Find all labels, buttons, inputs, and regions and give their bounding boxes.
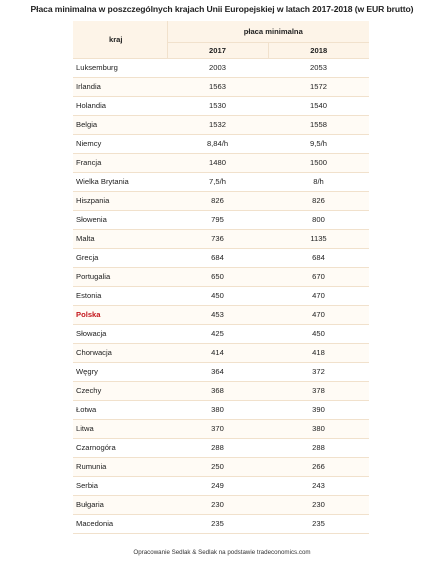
- country-cell: Polska: [73, 306, 167, 325]
- table-row: [73, 458, 369, 477]
- wage-2018-cell: 378: [268, 382, 369, 401]
- source-note: Opracowanie Sedlak & Sedlak na podstawie tradeconomics.com: [133, 549, 311, 556]
- table-row: [73, 192, 369, 211]
- wage-2017-cell: 1563: [167, 78, 268, 97]
- wage-2017-cell: 1480: [167, 154, 268, 173]
- wage-2017-cell: 7,5/h: [167, 173, 268, 192]
- wage-2017-cell: 235: [167, 515, 268, 534]
- table-row: [73, 306, 369, 325]
- wage-2018-cell: 235: [268, 515, 369, 534]
- wage-2017-cell: 8,84/h: [167, 135, 268, 154]
- wage-2018-cell: 372: [268, 363, 369, 382]
- wage-2017-cell: 826: [167, 192, 268, 211]
- table-row: [73, 496, 369, 515]
- country-cell: Serbia: [73, 477, 167, 496]
- minimum-wage-table: [73, 21, 369, 534]
- wage-2017-cell: 368: [167, 382, 268, 401]
- page-title: Płaca minimalna w poszczególnych krajach Unii Europejskiej w latach 2017-2018 (w EUR brutto): [30, 4, 414, 14]
- table-row: [73, 344, 369, 363]
- wage-2018-cell: 418: [268, 344, 369, 363]
- wage-2017-cell: 425: [167, 325, 268, 344]
- wage-2017-cell: 795: [167, 211, 268, 230]
- wage-2017-cell: 380: [167, 401, 268, 420]
- year-2018-header: 2018: [268, 43, 369, 59]
- table-row: [73, 135, 369, 154]
- country-cell: Holandia: [73, 97, 167, 116]
- wage-2018-cell: 470: [268, 287, 369, 306]
- country-cell: Estonia: [73, 287, 167, 306]
- wage-2018-cell: 1572: [268, 78, 369, 97]
- country-cell: Macedonia: [73, 515, 167, 534]
- wage-2018-cell: 800: [268, 211, 369, 230]
- table-body: [73, 59, 369, 534]
- wage-2018-cell: 684: [268, 249, 369, 268]
- table-row: [73, 515, 369, 534]
- table-row: [73, 287, 369, 306]
- country-cell: Belgia: [73, 116, 167, 135]
- table-row: [73, 211, 369, 230]
- table-row: [73, 477, 369, 496]
- country-cell: Bułgaria: [73, 496, 167, 515]
- wage-2017-cell: 230: [167, 496, 268, 515]
- country-column-header: kraj: [73, 21, 167, 59]
- country-cell: Grecja: [73, 249, 167, 268]
- country-cell: Francja: [73, 154, 167, 173]
- country-cell: Słowacja: [73, 325, 167, 344]
- country-cell: Malta: [73, 230, 167, 249]
- country-cell: Portugalia: [73, 268, 167, 287]
- table-row: [73, 268, 369, 287]
- wage-2018-cell: 470: [268, 306, 369, 325]
- wage-2018-cell: 1135: [268, 230, 369, 249]
- table-row: [73, 249, 369, 268]
- table-row: [73, 382, 369, 401]
- country-cell: Węgry: [73, 363, 167, 382]
- table-row: [73, 78, 369, 97]
- table-row: [73, 154, 369, 173]
- table-row: [73, 439, 369, 458]
- table-row: [73, 230, 369, 249]
- wage-2017-cell: 2003: [167, 59, 268, 78]
- wage-2017-cell: 370: [167, 420, 268, 439]
- wage-2018-cell: 380: [268, 420, 369, 439]
- wage-2018-cell: 2053: [268, 59, 369, 78]
- country-cell: Litwa: [73, 420, 167, 439]
- country-cell: Wielka Brytania: [73, 173, 167, 192]
- minimum-wage-group-header: płaca minimalna: [167, 21, 369, 43]
- wage-2017-cell: 414: [167, 344, 268, 363]
- country-cell: Czarnogóra: [73, 439, 167, 458]
- wage-2018-cell: 266: [268, 458, 369, 477]
- country-cell: Czechy: [73, 382, 167, 401]
- wage-2017-cell: 250: [167, 458, 268, 477]
- table-header: [73, 21, 369, 59]
- table-row: [73, 363, 369, 382]
- table-row: [73, 97, 369, 116]
- wage-2017-cell: 453: [167, 306, 268, 325]
- table-row: [73, 116, 369, 135]
- wage-2017-cell: 249: [167, 477, 268, 496]
- country-cell: Łotwa: [73, 401, 167, 420]
- wage-2017-cell: 736: [167, 230, 268, 249]
- country-cell: Chorwacja: [73, 344, 167, 363]
- wage-2017-cell: 1532: [167, 116, 268, 135]
- country-cell: Hiszpania: [73, 192, 167, 211]
- year-2017-header: 2017: [167, 43, 268, 59]
- country-cell: Niemcy: [73, 135, 167, 154]
- country-cell: Słowenia: [73, 211, 167, 230]
- wage-2018-cell: 8/h: [268, 173, 369, 192]
- country-cell: Irlandia: [73, 78, 167, 97]
- wage-2017-cell: 288: [167, 439, 268, 458]
- wage-2018-cell: 9,5/h: [268, 135, 369, 154]
- country-cell: Luksemburg: [73, 59, 167, 78]
- wage-2018-cell: 1558: [268, 116, 369, 135]
- table-row: [73, 325, 369, 344]
- wage-2017-cell: 650: [167, 268, 268, 287]
- wage-2017-cell: 450: [167, 287, 268, 306]
- wage-2018-cell: 826: [268, 192, 369, 211]
- wage-2018-cell: 288: [268, 439, 369, 458]
- wage-2018-cell: 1540: [268, 97, 369, 116]
- wage-2017-cell: 684: [167, 249, 268, 268]
- wage-2018-cell: 1500: [268, 154, 369, 173]
- wage-2017-cell: 1530: [167, 97, 268, 116]
- wage-2018-cell: 230: [268, 496, 369, 515]
- table-row: [73, 173, 369, 192]
- country-cell: Rumunia: [73, 458, 167, 477]
- table-row: [73, 401, 369, 420]
- wage-2018-cell: 670: [268, 268, 369, 287]
- wage-2018-cell: 450: [268, 325, 369, 344]
- wage-2018-cell: 390: [268, 401, 369, 420]
- table-row: [73, 420, 369, 439]
- wage-2018-cell: 243: [268, 477, 369, 496]
- table-row: [73, 59, 369, 78]
- wage-2017-cell: 364: [167, 363, 268, 382]
